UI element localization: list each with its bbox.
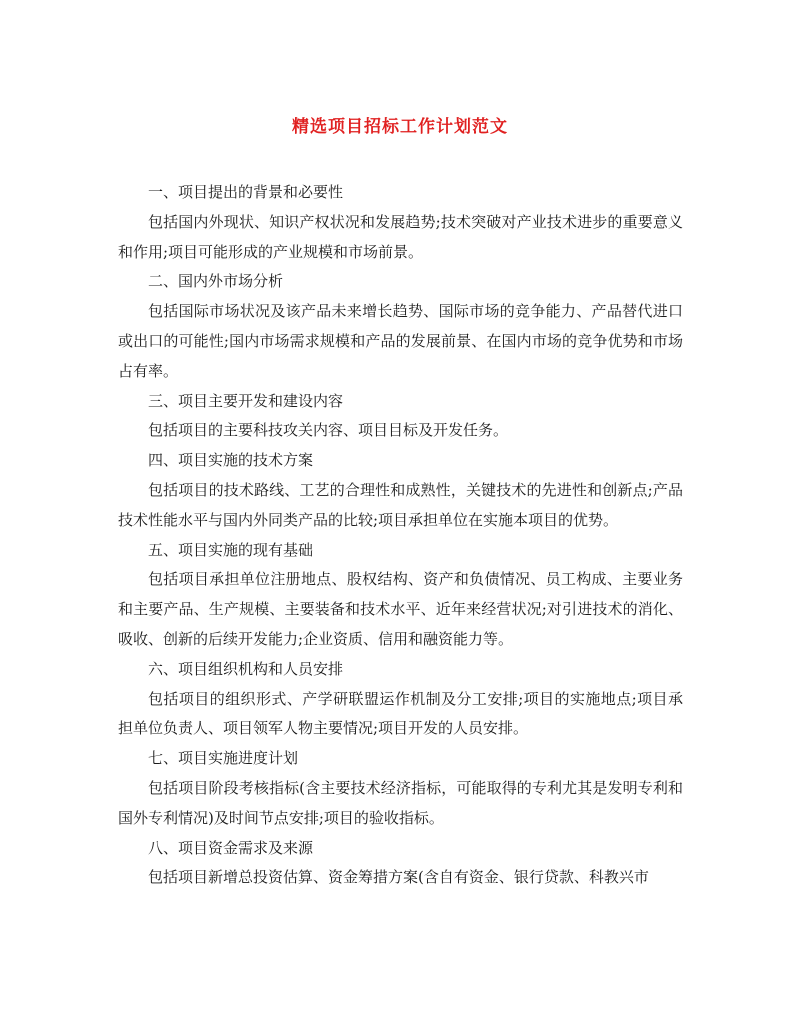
section-paragraph: 包括项目的主要科技攻关内容、项目目标及开发任务。 — [148, 421, 509, 440]
section-paragraph: 包括项目新增总投资估算、资金筹措方案(含自有资金、银行贷款、科教兴市 — [148, 868, 649, 887]
section-paragraph: 包括项目承担单位注册地点、股权结构、资产和负债情况、员工构成、主要业务和主要产品、生产规模、主要装备和技术水平、近年来经营状况;对引进技术的消化、吸收、创新的后续开发能力;企业资质、信用和融资能力等。 — [118, 570, 683, 648]
section-paragraph: 包括项目阶段考核指标(含主要技术经济指标，可能取得的专利尤其是发明专利和国外专利情况)及时间节点安排;项目的验收指标。 — [118, 778, 683, 827]
section-heading: 三、项目主要开发和建设内容 — [148, 391, 344, 410]
section-heading: 八、项目资金需求及来源 — [148, 838, 314, 857]
section-paragraph: 包括国内外现状、知识产权状况和发展趋势;技术突破对产业技术进步的重要意义和作用;项目可能形成的产业规模和市场前景。 — [118, 212, 683, 261]
section-paragraph: 包括项目的组织形式、产学研联盟运作机制及分工安排;项目的实施地点;项目承担单位负责人、项目领军人物主要情况;项目开发的人员安排。 — [118, 689, 683, 738]
section-heading: 二、国内外市场分析 — [148, 272, 284, 291]
section-heading: 四、项目实施的技术方案 — [148, 451, 314, 470]
section-heading: 一、项目提出的背景和必要性 — [148, 183, 344, 201]
section-heading: 五、项目实施的现有基础 — [148, 540, 314, 559]
section-heading: 六、项目组织机构和人员安排 — [148, 659, 344, 678]
document-body — [118, 178, 683, 893]
section-paragraph: 包括国际市场状况及该产品未来增长趋势、国际市场的竞争能力、产品替代进口或出口的可能性;国内市场需求规模和产品的发展前景、在国内市场的竞争优势和市场占有率。 — [118, 302, 683, 380]
document-title: 精选项目招标工作计划范文 — [292, 117, 508, 137]
section-heading: 七、项目实施进度计划 — [148, 749, 299, 768]
section-paragraph: 包括项目的技术路线、工艺的合理性和成熟性，关键技术的先进性和创新点;产品技术性能水平与国内外同类产品的比较;项目承担单位在实施本项目的优势。 — [118, 480, 683, 529]
